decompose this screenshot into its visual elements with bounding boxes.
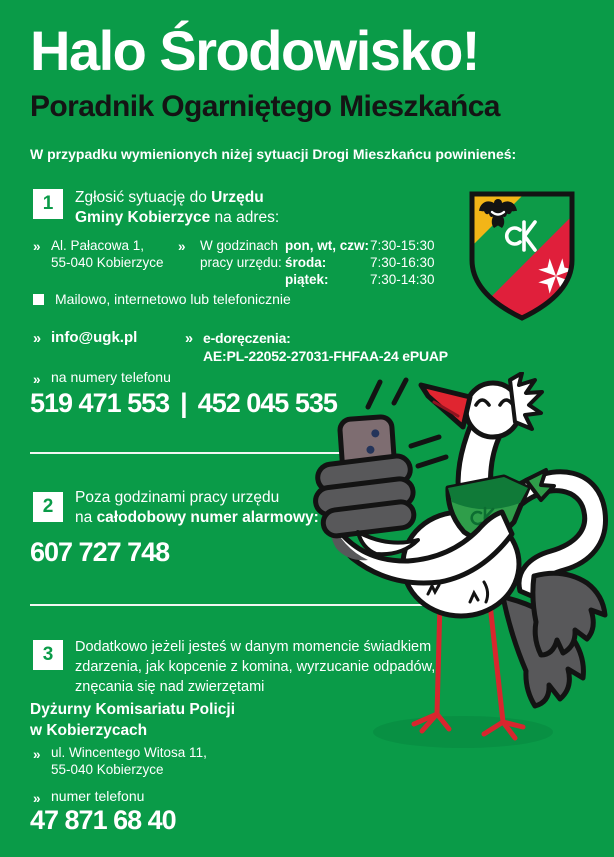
heading-text: Poza godzinami pracy urzędu [75,489,280,506]
hours-label-line: pracy urzędu: [200,255,282,270]
edelivery-label: e-doręczenia: [203,330,291,346]
beak [421,385,470,427]
stork-graphic [298,372,614,760]
phone-number: 607 727 748 [30,537,170,567]
section-3-line: zdarzenia, jak kopcenie z komina, wyrzucanie odpadów, [75,659,436,675]
address-line: Al. Pałacowa 1, [51,238,145,253]
section-1-number-badge [33,189,63,219]
email-address: info@ugk.pl [51,329,138,346]
police-station-name [30,699,235,741]
section-3-number-badge [33,640,63,670]
chevron-icon: » [33,747,41,762]
section-3-line: Dodatkowo jeżeli jesteś w danym momencie świadkiem [75,639,432,655]
chevron-icon: » [33,331,42,347]
coat-of-arms-graphic [466,188,578,324]
hours-time: 7:30-14:30 [370,272,435,287]
phones-label: na numery telefonu [51,369,171,385]
alarm-phone-number [30,537,169,568]
kobierzyce-coat-of-arms [466,188,578,324]
hours-time: 7:30-16:30 [370,255,435,270]
section-2-number: 2 [42,496,54,517]
intro-text: W przypadku wymienionych niżej sytuacji Drogi Mieszkańcu powinieneś: [30,146,517,162]
hours-days: środa: [285,255,327,270]
office-phone-numbers [30,388,337,419]
office-hours-table [285,237,435,288]
office-address [51,237,164,271]
section-3-line: znęcania się nad zwierzętami [75,679,265,695]
page-title: Halo Środowisko! [30,19,479,82]
address-line: 55-040 Kobierzyce [51,255,164,270]
edelivery-block [203,329,448,365]
chevron-icon: » [33,239,41,254]
section-1-heading [75,188,279,228]
section-3-number: 3 [42,644,54,665]
chevron-icon: » [33,791,41,806]
stork-mascot-illustration [298,372,614,760]
section-2-number-badge [33,492,63,522]
police-phone-number [30,805,176,836]
phone-separator: | [180,388,187,418]
crest-feathers [510,373,542,429]
org-line: Dyżurny Komisariatu Policji [30,701,235,718]
square-bullet-icon [33,294,44,305]
phone-number: 519 471 553 [30,388,170,418]
police-phone-label: numer telefonu [51,788,145,804]
page-subtitle: Poradnik Ogarniętego Mieszkańca [30,90,500,123]
heading-bold: Urzędu [211,189,264,206]
address-line: ul. Wincentego Witosa 11, [51,745,207,760]
chevron-icon: » [178,239,186,254]
hours-time: 7:30-15:30 [370,238,435,253]
office-hours-label [200,237,282,271]
edelivery-value: AE:PL-22052-27031-FHFAA-24 ePUAP [203,348,448,364]
heading-text: Zgłosić sytuację do [75,189,212,206]
wing-hand-grip [311,455,417,538]
wing-fingers [533,573,605,655]
hours-days: pon, wt, czw: [285,238,369,253]
section-2-heading [75,488,319,528]
heading-bold: całodobowy numer alarmowy: [96,509,319,526]
phone-number: 47 871 68 40 [30,805,176,835]
heading-bold: Gminy Kobierzyce [75,209,211,226]
channels-text: Mailowo, internetowo lub telefonicznie [55,291,291,307]
hours-label-line: W godzinach [200,238,279,253]
ground-shadow [373,716,553,748]
heading-text: na adres: [210,209,280,226]
police-address [51,744,207,778]
chevron-icon: » [185,331,194,347]
chevron-icon: » [33,372,41,387]
heading-text: na [75,509,97,526]
org-line: w Kobierzycach [30,722,148,739]
phone-number: 452 045 535 [197,388,337,418]
address-line: 55-040 Kobierzyce [51,762,164,777]
section-1-number: 1 [42,193,54,214]
hours-days: piątek: [285,272,329,287]
